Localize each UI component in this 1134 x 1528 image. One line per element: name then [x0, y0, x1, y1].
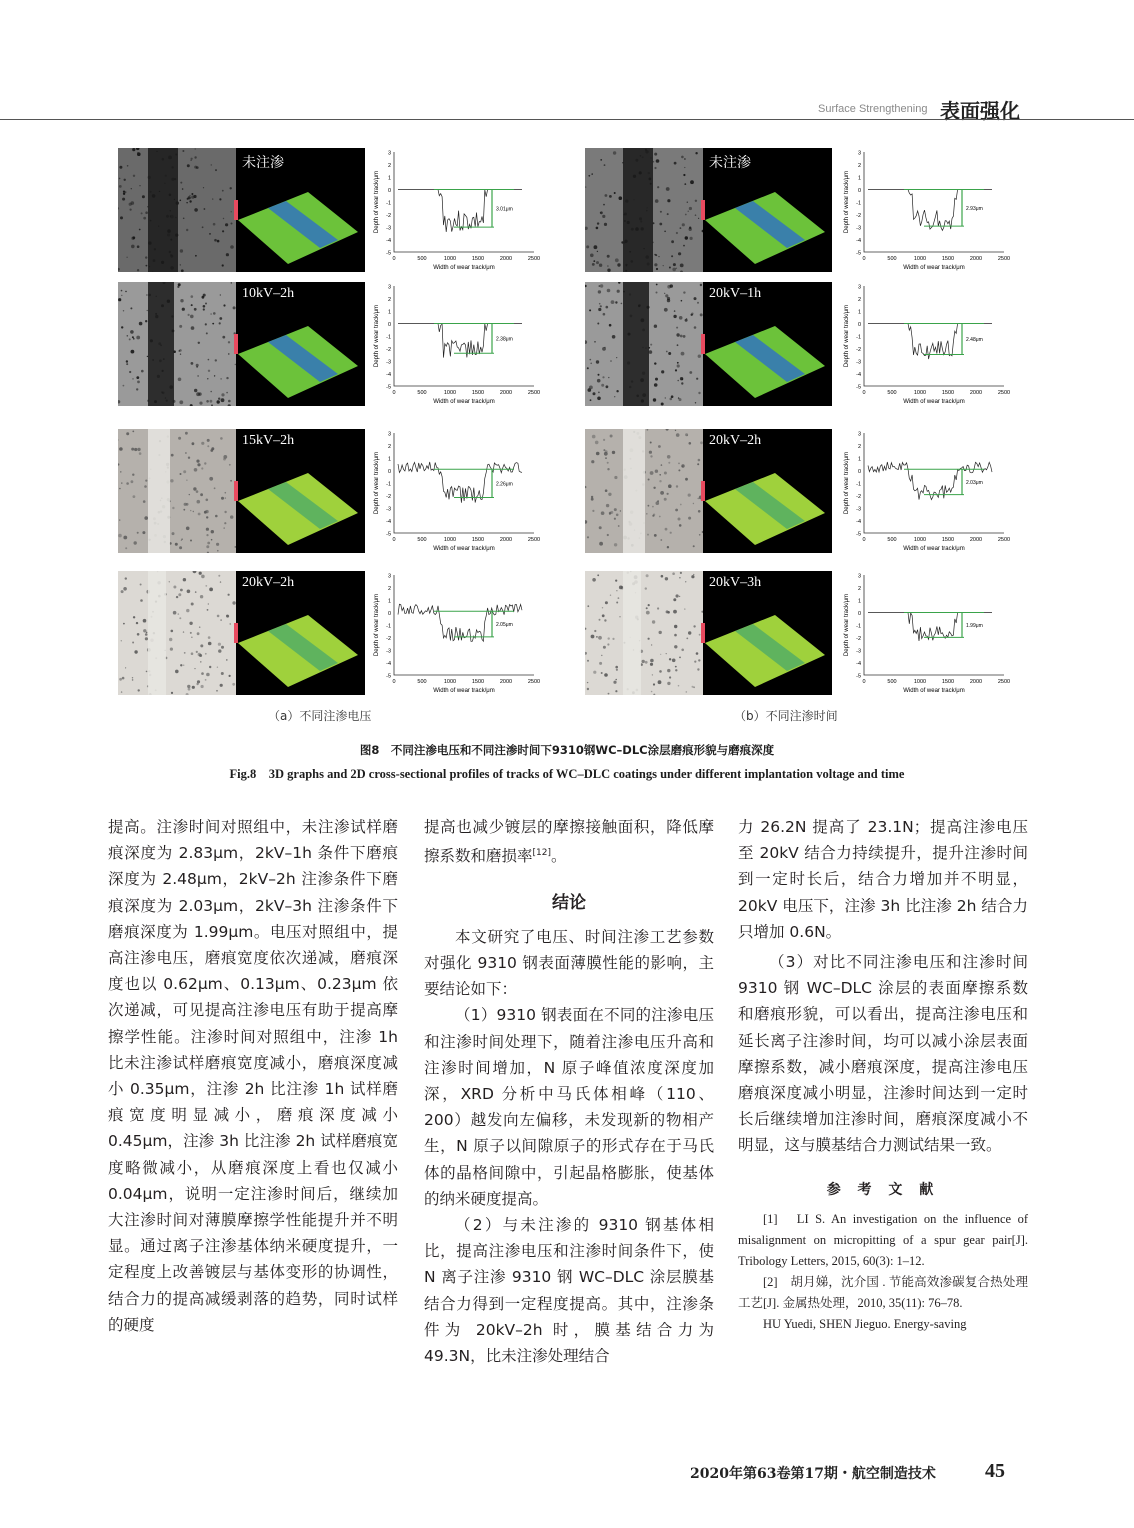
x-tick-label: 500 [887, 537, 897, 543]
y-tick-label: -2 [856, 213, 861, 219]
depth-label: 2.38μm [496, 336, 513, 343]
profile-plot-svg [842, 282, 1010, 410]
panel-label: 20kV–3h [709, 575, 762, 590]
profile-plot [372, 282, 540, 410]
y-tick-label: -1 [386, 200, 391, 207]
panel-label: 未注渗 [242, 156, 284, 171]
depth-label: 2.03μm [966, 479, 983, 486]
y-tick-label: -2 [856, 636, 861, 642]
paragraph: 提高。注渗时间对照组中，未注渗试样磨痕深度为 2.83μm，2kV–1h 条件下磨痕深度为 2.48μm，2kV–2h 注渗条件下磨痕深度为 2.03μm，2kV–3h 注渗条件下磨痕深度为 1.99μm。电压对照组中，提高注渗电压，磨痕宽度依次递减，磨痕深度也以 0.62μm、0.13μm、0.23μm 依次递减，可见提高注渗电压有助于提高摩擦学性能。注渗时间对照组中，注渗 1h 比未注渗试样磨痕宽度减小，磨痕深度减小 0.35μm，注渗 2h 比注渗 1h 试样磨痕宽度明显减小，磨痕深度减小 0.45μm，注渗 3h 比注渗 2h 试样磨痕宽度略微减小，从磨痕深度上看也仅减小 0.04μm，说明一定注渗时间后，继续加大注渗时间对薄膜摩擦学性能提升并不明显。通过离子注渗基体纳米硬度提升，一定程度上改善镀层与基体变形的协调性，结合力的提高减缓剥落的趋势，同时试样的硬度 [108, 818, 398, 1334]
reference-2-en: HU Yuedi, SHEN Jieguo. Energy-saving [763, 1316, 967, 1331]
x-tick-label: 500 [417, 537, 427, 543]
y-tick-label: 3 [857, 573, 861, 580]
y-tick-label: 0 [387, 611, 391, 617]
footer-journal: 2020年第63卷第17期・航空制造技术 [690, 1466, 936, 1482]
y-tick-label: 1 [387, 456, 391, 463]
y-tick-label: 3 [387, 431, 391, 438]
y-tick-label: -1 [856, 200, 861, 207]
x-axis-label: Width of wear track/μm [433, 546, 495, 552]
header-rule [0, 119, 1134, 120]
y-tick-label: 3 [387, 284, 391, 291]
subcaption-b: （b）不同注渗时间 [734, 709, 838, 723]
y-tick-label: -2 [386, 347, 391, 353]
y-tick-label: -5 [856, 250, 861, 257]
x-tick-label: 0 [862, 256, 866, 262]
x-tick-label: 1500 [941, 390, 955, 396]
x-tick-label: 500 [417, 679, 427, 685]
y-tick-label: -3 [856, 359, 861, 366]
profile-plot-svg [842, 148, 1010, 276]
y-tick-label: -2 [386, 213, 391, 219]
y-tick-label: -1 [856, 481, 861, 488]
paragraph-text: 提高也减少镀层的摩擦接触面积，降低摩擦系数和磨损率 [424, 818, 714, 866]
profile-plot [842, 148, 1010, 276]
x-axis-label: Width of wear track/μm [903, 546, 965, 552]
wear-track-image [118, 429, 365, 553]
profile-plot-svg [372, 429, 540, 557]
y-tick-label: -2 [386, 494, 391, 500]
depth-label: 3.01μm [496, 206, 513, 213]
y-tick-label: 0 [857, 469, 861, 475]
x-tick-label: 500 [887, 390, 897, 396]
subcaption-a: （a）不同注渗电压 [268, 709, 372, 723]
x-tick-label: 500 [887, 679, 897, 685]
y-axis-label: Depth of wear track/μm [844, 170, 850, 234]
x-tick-label: 0 [862, 679, 866, 685]
x-tick-label: 2000 [969, 679, 983, 685]
figure-caption-en: Fig.8 3D graphs and 2D cross-sectional profiles of tracks of WC–DLC coatings under different implantation voltage and time [229, 767, 905, 781]
y-tick-label: -2 [856, 347, 861, 353]
running-header-cn: 表面强化 [940, 99, 1020, 123]
x-axis-label: Width of wear track/μm [433, 265, 495, 271]
y-tick-label: -4 [856, 238, 861, 244]
x-tick-label: 1500 [471, 256, 485, 262]
y-tick-label: -4 [386, 372, 391, 378]
y-tick-label: 0 [387, 469, 391, 475]
profile-plot-svg [372, 282, 540, 410]
depth-label: 2.05μm [496, 622, 513, 629]
y-tick-label: -4 [856, 519, 861, 525]
y-tick-label: 0 [857, 322, 861, 328]
y-tick-label: 1 [857, 175, 861, 182]
x-tick-label: 2000 [969, 256, 983, 262]
y-tick-label: -5 [856, 384, 861, 391]
depth-label: 2.26μm [496, 481, 513, 488]
depth-label: 2.93μm [966, 205, 983, 212]
y-tick-label: -3 [856, 506, 861, 513]
x-tick-label: 1000 [443, 390, 457, 396]
x-tick-label: 1000 [913, 679, 927, 685]
x-tick-label: 0 [392, 679, 396, 685]
y-tick-label: -4 [386, 238, 391, 244]
references-heading: 参 考 文 献 [826, 1181, 940, 1198]
wear-track-image [118, 282, 365, 406]
y-tick-label: 3 [387, 150, 391, 157]
profile-plot [372, 148, 540, 276]
profile-plot [372, 571, 540, 699]
profile-plot [372, 429, 540, 557]
y-tick-label: 2 [857, 444, 861, 450]
profile-plot-svg [842, 571, 1010, 699]
y-tick-label: 0 [857, 188, 861, 194]
profile-plot-svg [372, 571, 540, 699]
paragraph: （1）9310 钢表面在不同的注渗电压和注渗时间处理下，随着注渗电压升高和注渗时间增加，N 原子峰值浓度深度加深，XRD 分析中马氏体相峰（110、200）越发向左偏移，未发现新的物相产生，N 原子以间隙原子的形式存在于马氏体的晶格间隙中，引起晶格膨胀，使基体的纳米硬度提高。 [424, 1006, 714, 1208]
x-tick-label: 500 [417, 390, 427, 396]
x-tick-label: 0 [392, 537, 396, 543]
y-tick-label: 1 [857, 598, 861, 605]
wear-track-image [118, 571, 365, 695]
x-tick-label: 1000 [443, 679, 457, 685]
y-tick-label: -1 [386, 481, 391, 488]
y-tick-label: 1 [857, 309, 861, 316]
x-tick-label: 2000 [969, 390, 983, 396]
y-tick-label: -2 [386, 636, 391, 642]
text-column-1 [108, 814, 398, 1338]
profile-plot [842, 571, 1010, 699]
y-tick-label: 2 [857, 297, 861, 303]
y-tick-label: -3 [386, 506, 391, 513]
y-tick-label: 3 [857, 431, 861, 438]
y-tick-label: 0 [387, 322, 391, 328]
y-tick-label: 2 [387, 586, 391, 592]
y-tick-label: 1 [387, 175, 391, 182]
y-tick-label: -5 [386, 384, 391, 391]
x-tick-label: 1500 [941, 537, 955, 543]
y-tick-label: 2 [857, 163, 861, 169]
page-number: 45 [985, 1460, 1005, 1482]
x-tick-label: 2000 [499, 256, 513, 262]
y-axis-label: Depth of wear track/μm [844, 593, 850, 657]
x-tick-label: 2000 [499, 679, 513, 685]
x-tick-label: 2000 [969, 537, 983, 543]
x-tick-label: 1000 [913, 390, 927, 396]
y-tick-label: -4 [856, 661, 861, 667]
y-tick-label: -2 [856, 494, 861, 500]
text-column-3 [738, 814, 1028, 1335]
x-tick-label: 0 [392, 256, 396, 262]
y-axis-label: Depth of wear track/μm [374, 593, 380, 657]
x-tick-label: 500 [887, 256, 897, 262]
x-tick-label: 1000 [443, 256, 457, 262]
y-axis-label: Depth of wear track/μm [844, 451, 850, 515]
y-tick-label: -5 [386, 673, 391, 680]
panel-label: 10kV–2h [242, 286, 295, 301]
section-heading-conclusion: 结论 [552, 892, 586, 913]
x-tick-label: 1000 [913, 256, 927, 262]
y-tick-label: -3 [856, 225, 861, 232]
depth-label: 2.48μm [966, 337, 983, 343]
x-tick-label: 1500 [941, 679, 955, 685]
y-tick-label: 2 [387, 163, 391, 169]
y-axis-label: Depth of wear track/μm [844, 304, 850, 368]
paragraph-end: 。 [551, 847, 567, 866]
panel-label: 20kV–2h [709, 433, 762, 448]
x-tick-label: 0 [392, 390, 396, 396]
x-tick-label: 0 [862, 390, 866, 396]
profile-plot-svg [842, 429, 1010, 557]
depth-label: 1.99μm [966, 622, 983, 629]
y-tick-label: -3 [386, 225, 391, 232]
y-tick-label: 1 [387, 309, 391, 316]
citation: [12] [532, 848, 551, 859]
panel-label: 20kV–2h [242, 575, 295, 590]
panel-label: 15kV–2h [242, 433, 295, 448]
x-tick-label: 2500 [997, 390, 1010, 396]
y-tick-label: -4 [386, 661, 391, 667]
x-tick-label: 2500 [997, 679, 1010, 685]
x-tick-label: 2500 [527, 390, 540, 396]
y-axis-label: Depth of wear track/μm [374, 304, 380, 368]
y-tick-label: 0 [387, 188, 391, 194]
x-axis-label: Width of wear track/μm [903, 688, 965, 694]
x-tick-label: 1500 [471, 537, 485, 543]
y-tick-label: 3 [387, 573, 391, 580]
x-tick-label: 1000 [443, 537, 457, 543]
y-tick-label: 3 [857, 284, 861, 291]
x-axis-label: Width of wear track/μm [433, 688, 495, 694]
x-tick-label: 2000 [499, 390, 513, 396]
x-tick-label: 2500 [997, 256, 1010, 262]
y-tick-label: 0 [857, 611, 861, 617]
wear-track-image [585, 282, 832, 406]
x-axis-label: Width of wear track/μm [903, 399, 965, 405]
y-tick-label: 2 [857, 586, 861, 592]
profile-plot-svg [372, 148, 540, 276]
x-axis-label: Width of wear track/μm [433, 399, 495, 405]
x-tick-label: 2500 [997, 537, 1010, 543]
y-tick-label: -1 [386, 623, 391, 630]
profile-plot [842, 429, 1010, 557]
wear-track-image [585, 571, 832, 695]
y-tick-label: -3 [386, 359, 391, 366]
wear-track-image [118, 148, 365, 272]
y-tick-label: -1 [386, 334, 391, 341]
x-tick-label: 500 [417, 256, 427, 262]
panel-label: 20kV–1h [709, 286, 762, 301]
y-tick-label: -3 [856, 648, 861, 655]
profile-plot [842, 282, 1010, 410]
reference-2: [2] 胡月娣，沈介国 . 节能高效渗碳复合热处理工艺[J]. 金属热处理，2010, 35(11): 76–78. [738, 1274, 1028, 1310]
x-tick-label: 1500 [941, 256, 955, 262]
x-tick-label: 0 [862, 537, 866, 543]
x-tick-label: 2500 [527, 679, 540, 685]
y-tick-label: -5 [386, 531, 391, 538]
reference-1: [1] LI S. An investigation on the influence of misalignment on micropitting of a spur gear pair[J]. Tribology Letters, 2015, 60(3): 1–12. [738, 1211, 1028, 1268]
y-tick-label: -1 [856, 334, 861, 341]
y-tick-label: 3 [857, 150, 861, 157]
y-tick-label: 1 [857, 456, 861, 463]
y-tick-label: -5 [856, 673, 861, 680]
y-tick-label: -5 [856, 531, 861, 538]
y-axis-label: Depth of wear track/μm [374, 451, 380, 515]
x-tick-label: 2000 [499, 537, 513, 543]
x-axis-label: Width of wear track/μm [903, 265, 965, 271]
y-tick-label: -5 [386, 250, 391, 257]
running-header-en: Surface Strengthening [818, 103, 928, 115]
y-tick-label: -1 [856, 623, 861, 630]
x-tick-label: 1500 [471, 679, 485, 685]
y-tick-label: -4 [386, 519, 391, 525]
text-column-2 [424, 814, 714, 1369]
figure-caption-cn: 图8 不同注渗电压和不同注渗时间下9310钢WC–DLC涂层磨痕形貌与磨痕深度 [359, 743, 775, 757]
x-tick-label: 1000 [913, 537, 927, 543]
y-tick-label: 2 [387, 444, 391, 450]
panel-label: 未注渗 [709, 156, 751, 171]
y-tick-label: -4 [856, 372, 861, 378]
x-tick-label: 1500 [471, 390, 485, 396]
paragraph: 本文研究了电压、时间注渗工艺参数对强化 9310 钢表面薄膜性能的影响，主要结论如下： [424, 927, 714, 999]
y-tick-label: 2 [387, 297, 391, 303]
y-tick-label: 1 [387, 598, 391, 605]
x-tick-label: 2500 [527, 537, 540, 543]
wear-track-image [585, 429, 832, 553]
paragraph: 力 26.2N 提高了 23.1N；提高注渗电压至 20kV 结合力持续提升，提升注渗时间到一定时长后，结合力增加并不明显，20kV 电压下，注渗 3h 比注渗 2h 结合力只增加 0.6N。 [738, 818, 1028, 941]
paragraph: （3）对比不同注渗电压和注渗时间 9310 钢 WC–DLC 涂层的表面摩擦系数和磨痕形貌，可以看出，提高注渗电压和延长离子注渗时间，均可以减小涂层表面摩擦系数，减小磨痕深度，提高注渗电压磨痕深度减小明显，注渗时间达到一定时长后继续增加注渗时间，磨痕深度减小不明显，这与膜基结合力测试结果一致。 [738, 953, 1028, 1155]
paragraph [424, 814, 714, 870]
x-tick-label: 2500 [527, 256, 540, 262]
y-axis-label: Depth of wear track/μm [374, 170, 380, 234]
paragraph: （2）与未注渗的 9310 钢基体相比，提高注渗电压和注渗时间条件下，使 N 离子注渗 9310 钢 WC–DLC 涂层膜基结合力得到一定程度提高。其中，注渗条件为 20kV–2h 时，膜基结合力为 49.3N，比未注渗处理结合 [424, 1216, 714, 1366]
wear-track-image [585, 148, 832, 272]
y-tick-label: -3 [386, 648, 391, 655]
